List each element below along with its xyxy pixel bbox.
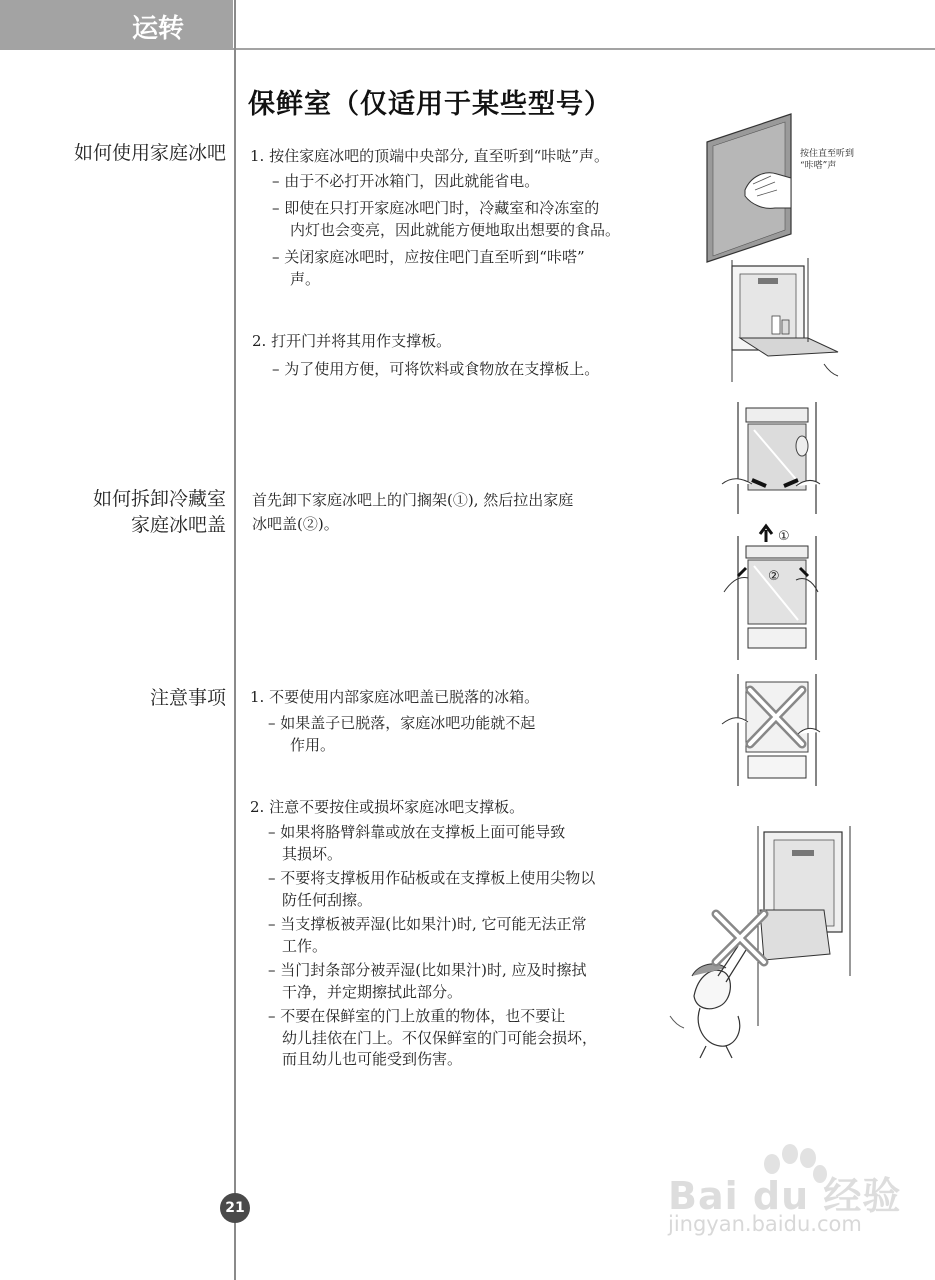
bullet: – 由于不必打开冰箱门，因此就能省电。 xyxy=(272,172,540,190)
bullet-continuation: 其损坏。 xyxy=(282,844,343,863)
label-remove-line-1: 如何拆卸冷藏室 xyxy=(92,488,226,510)
child-hanging-warning-illustration xyxy=(664,826,854,1062)
press-caption xyxy=(800,148,854,172)
watermark-url: jingyan.baidu.com xyxy=(668,1212,862,1236)
page-title: 保鲜室（仅适用于某些型号） xyxy=(248,89,612,120)
caption-line: “咔嗒”声 xyxy=(800,161,837,171)
bullet-continuation: 而且幼儿也可能受到伤害。 xyxy=(282,1050,463,1068)
bullet-continuation: 内灯也会变亮，因此就能方便地取出想要的食品。 xyxy=(290,221,621,239)
caution-item-2-bullets xyxy=(268,822,597,1071)
bullet-continuation: 防任何刮擦。 xyxy=(282,890,373,909)
press-door-illustration xyxy=(705,112,799,264)
use-step-1: 1. 按住家庭冰吧的顶端中央部分, 直至听到“咔哒”声。 xyxy=(250,147,609,165)
bullet: – 当支撑板被弄湿(比如果汁)时, 它可能无法正常 xyxy=(268,915,587,933)
section-tab-label: 运转 xyxy=(132,14,185,44)
missing-cover-warning-illustration xyxy=(718,672,824,788)
bullet: – 即使在只打开家庭冰吧门时，冷藏室和冷冻室的 xyxy=(272,199,600,217)
caution-item-2: 2. 注意不要按住或损坏家庭冰吧支撑板。 xyxy=(250,798,525,816)
remove-shelf-illustration xyxy=(718,400,824,516)
bullet: – 不要将支撑板用作砧板或在支撑板上使用尖物以 xyxy=(268,869,596,887)
bullet: – 当门封条部分被弄湿(比如果汁)时, 应及时擦拭 xyxy=(268,961,587,979)
bullet-continuation: 工作。 xyxy=(282,936,328,955)
header-rule xyxy=(233,48,935,50)
column-divider xyxy=(234,0,236,1280)
bullet: – 为了使用方便，可将饮料或食物放在支撑板上。 xyxy=(272,360,600,378)
label-remove-line-2: 家庭冰吧盖 xyxy=(130,514,226,536)
pull-cover-illustration xyxy=(718,520,824,662)
use-step-2: 2. 打开门并将其用作支撑板。 xyxy=(252,332,452,350)
bullet: – 关闭家庭冰吧时，应按住吧门直至听到“咔嗒” xyxy=(272,248,585,266)
caption-line: 按住直至听到 xyxy=(800,149,855,159)
watermark-brand: Bai du 经验 xyxy=(668,1174,902,1218)
page-number: 21 xyxy=(220,1193,250,1223)
remove-line-1: 首先卸下家庭冰吧上的门搁架(①), 然后拉出家庭 xyxy=(252,491,574,509)
open-door-illustration xyxy=(728,258,840,384)
bullet: – 如果将胳臂斜靠或放在支撑板上面可能导致 xyxy=(268,823,566,841)
callout-2: ② xyxy=(768,569,780,584)
label-how-to-remove xyxy=(93,486,226,538)
bullet-continuation: 干净，并定期擦拭此部分。 xyxy=(282,982,463,1001)
caution-item-1: 1. 不要使用内部家庭冰吧盖已脱落的冰箱。 xyxy=(250,688,540,706)
bullet: – 不要在保鲜室的门上放重的物体，也不要让 xyxy=(268,1007,566,1025)
use-step-2-bullets xyxy=(272,358,599,380)
callout-1: ① xyxy=(778,529,790,544)
label-caution: 注意事项 xyxy=(149,687,226,709)
section-tab xyxy=(0,0,233,50)
remove-line-2: 冰吧盖(②)。 xyxy=(252,515,339,533)
bullet-continuation: 声。 xyxy=(290,270,321,288)
bullet: – 如果盖子已脱落，家庭冰吧功能就不起 xyxy=(268,714,536,732)
caution-item-1-bullets xyxy=(268,712,535,756)
bullet-continuation: 幼儿挂依在门上。不仅保鲜室的门可能会损坏， xyxy=(282,1028,598,1047)
bullet-continuation: 作用。 xyxy=(290,736,336,754)
remove-instructions xyxy=(252,488,573,536)
use-step-1-bullets xyxy=(272,170,620,290)
label-how-to-use: 如何使用家庭冰吧 xyxy=(73,142,226,164)
